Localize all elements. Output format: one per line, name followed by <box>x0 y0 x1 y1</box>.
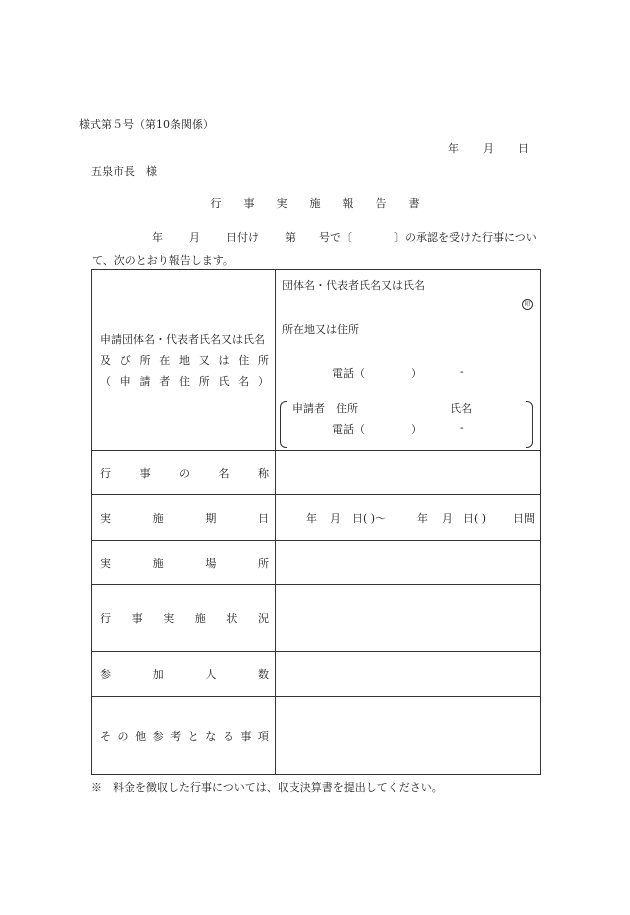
other-label: そ の 他 参 考 と な る 事 項 <box>100 729 269 743</box>
address-label: 所在地又は住所 <box>282 322 359 336</box>
form-label: 様式第５号（第10条関係） <box>79 118 214 131</box>
applicant-phone-label: 電話（ <box>332 422 365 436</box>
footnote: ※ 料金を徴収した行事については、収支決算書を提出してください。 <box>91 781 443 794</box>
date-day: 日 <box>518 142 529 155</box>
period-month-1: 月 <box>330 511 341 525</box>
period-year-1: 年 <box>306 511 317 525</box>
status-label: 行 事 実 施 状 況 <box>100 612 269 625</box>
addressee: 五泉市長 様 <box>91 165 157 178</box>
place-label-cell <box>92 541 276 585</box>
participants-label: 参 加 人 数 <box>100 668 269 681</box>
period-day-1: 日( )〜 <box>352 511 387 525</box>
period-month-2: 月 <box>442 511 453 525</box>
document-title: 行事実施報告書 <box>210 197 442 210</box>
date-year: 年 <box>448 142 459 155</box>
period-day-2: 日( ) <box>463 511 487 525</box>
participants-label-cell <box>92 652 276 697</box>
applicant-phone-dash: - <box>460 420 464 434</box>
applicant-value-cell[interactable] <box>276 270 541 451</box>
phone-dash: - <box>460 364 464 378</box>
report-form-table <box>91 269 541 775</box>
intro-bracket-close: 〕の承認を受けた行事につい <box>394 231 537 244</box>
bracket-right <box>526 401 533 448</box>
status-value[interactable] <box>276 585 541 652</box>
period-label: 実 施 期 日 <box>100 511 269 525</box>
participants-value[interactable] <box>276 652 541 697</box>
org-name-label: 団体名・代表者氏名又は氏名 <box>282 278 425 292</box>
applicant-name-label: 氏名 <box>450 401 472 415</box>
phone-close: ） <box>411 366 422 380</box>
date-month: 月 <box>483 142 494 155</box>
intro-number-prefix: 第 <box>285 231 296 244</box>
status-label-cell <box>92 585 276 652</box>
applicant-label-cell <box>92 270 276 451</box>
other-label-cell <box>92 697 276 775</box>
period-value-cell[interactable] <box>276 495 541 541</box>
period-label-cell <box>92 495 276 541</box>
applicant-label-line2: 及 び 所 在 地 又 は 住 所 <box>100 353 269 367</box>
bracket-left <box>280 401 287 448</box>
intro-line-2: て、次のとおり報告します。 <box>92 254 234 267</box>
applicant-address-label: 申請者 住所 <box>292 401 358 415</box>
seal-mark: 印 <box>522 299 533 310</box>
event-name-label: 行 事 の 名 称 <box>100 466 269 480</box>
applicant-label-line3: （ 申 請 者 住 所 氏 名 ） <box>100 374 269 388</box>
intro-year: 年 <box>152 231 163 244</box>
applicant-label-line1: 申請団体名・代表者氏名又は氏名 <box>100 332 265 346</box>
intro-month: 月 <box>189 231 200 244</box>
phone-label: 電話（ <box>332 366 365 380</box>
intro-day-dated: 日付け <box>226 231 259 244</box>
place-value[interactable] <box>276 541 541 585</box>
period-days: 日間 <box>513 511 535 525</box>
intro-number-suffix: 号で〔 <box>319 231 352 244</box>
applicant-phone-close: ） <box>411 422 422 436</box>
period-year-2: 年 <box>417 511 428 525</box>
place-label: 実 施 場 所 <box>100 556 269 570</box>
event-name-value[interactable] <box>276 451 541 495</box>
other-value[interactable] <box>276 697 541 775</box>
event-name-label-cell <box>92 451 276 495</box>
